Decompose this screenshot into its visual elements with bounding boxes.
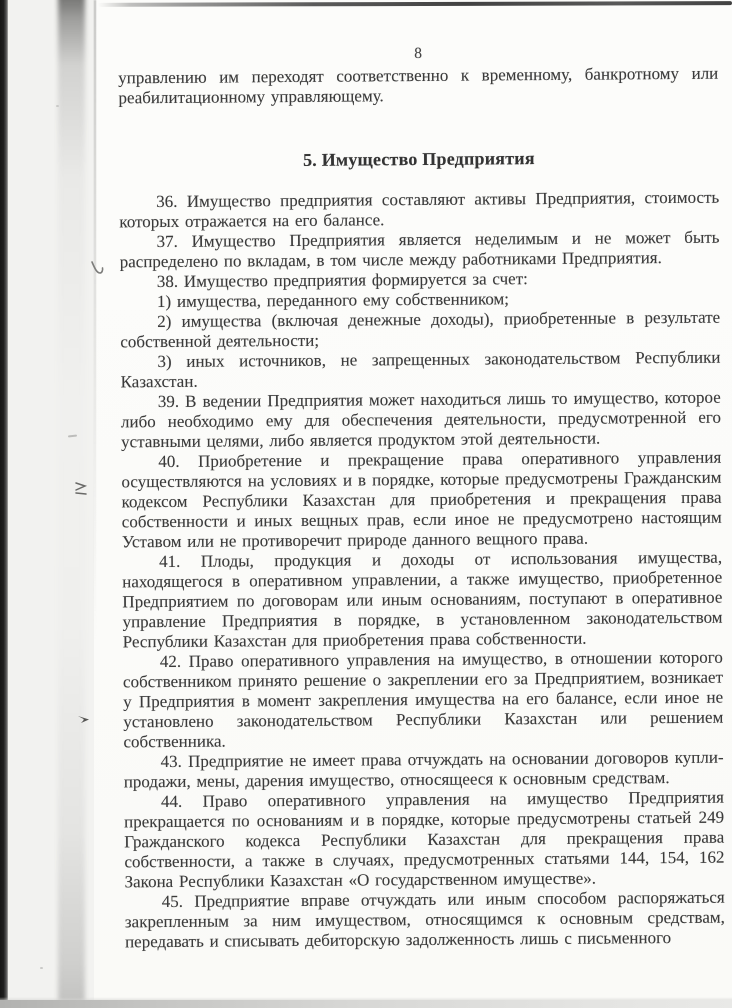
list-item-3: 3) иных источников, не запрещенных законодательством Республики Казахстан. xyxy=(120,347,721,392)
paragraph-39: 39. В ведении Предприятия может находиться лишь то имущество, которое либо необходимо ему для обеспечения деятельности, предусмотренной его уставными целями, либо является продуктом этой деятельности. xyxy=(120,387,722,452)
paragraph-38: 38. Имущество предприятия формируется за счет: xyxy=(156,269,528,292)
paragraph-43: 43. Предприятие не имеет права отчуждать на основании договоров купли-продажи, мены, дарения имущество, относящееся к основным средствам. xyxy=(123,747,724,792)
paragraph-42: 42. Право оперативного управления на имущество, в отношении которого собственником принято решение о закреплении его за Предприятием, возникает у Предприятия в момент закрепления имущества на его балансе, если иное не установлено законодательством Республики Казахстан или решением собственника. xyxy=(122,647,724,752)
page-number: 8 xyxy=(414,44,423,63)
paragraph-40: 40. Приобретение и прекращение права оперативного управления осуществляются на условиях и в порядке, которые предусмотрены Гражданским кодексом Республики Казахстан для приобретения и прекращения права собственности и иных вещных прав, если иное не предусмотрено настоящим Уставом или не противоречит природе данного вещного права. xyxy=(121,447,722,552)
scan-bottom-edge-strip xyxy=(0,1000,732,1008)
scan-top-edge-line xyxy=(98,1,732,7)
list-item-1: 1) имущества, переданного ему собственником; xyxy=(156,289,510,312)
page-edge-line xyxy=(94,0,96,640)
paragraph-36: 36. Имущество предприятия составляют активы Предприятия, стоимость которых отражается на его балансе. xyxy=(119,187,720,232)
paragraph-37: 37. Имущество Предприятия является неделимым и не может быть распределено по вкладам, в том числе между работниками Предприятия. xyxy=(119,227,720,272)
document-content xyxy=(118,42,725,953)
scan-speck-icon xyxy=(40,967,43,969)
paragraph-41: 41. Плоды, продукция и доходы от использования имущества, находящегося в оперативном управлении, а также имущество, приобретенное Предприятием по договорам или иным основаниям, поступают в оперативное управление Предприятия в порядке, в установленном законодательством Республики Казахстан для приобретения права собственности. xyxy=(122,547,723,652)
scan-left-black-edge xyxy=(0,0,8,1008)
list-item-2: 2) имущества (включая денежные доходы), приобретенные в результате собственной деятельности; xyxy=(120,307,721,352)
hook-ink-mark-icon xyxy=(90,260,105,278)
arrow-ink-mark-icon xyxy=(77,712,93,728)
paragraph-continuation: управлению им переходят соответственно к временному, банкротному или реабилитационному управляющему. xyxy=(118,63,719,108)
paragraph-45: 45. Предприятие вправе отчуждать или иным способом распоряжаться закрепленным за ним имуществом, относящимся к основным средствам, передавать и списывать дебиторскую задолженность лишь с письменного xyxy=(124,887,725,952)
scan-speck-icon xyxy=(56,105,59,107)
page-edge-shadow xyxy=(58,0,85,1008)
section-heading: 5. Имущество Предприятия xyxy=(302,148,535,170)
scribble-ink-mark-icon xyxy=(74,480,90,498)
paragraph-44: 44. Право оперативного управления на имущество Предприятия прекращается по основаниям и в порядке, которые предусмотрены статьей 249 Гражданского кодекса Республики Казахстан для прекращения права собственности, а также в случаях, предусмотренных статьями 144, 154, 162 Закона Республики Казахстан «О государственном имуществе». xyxy=(124,787,725,892)
